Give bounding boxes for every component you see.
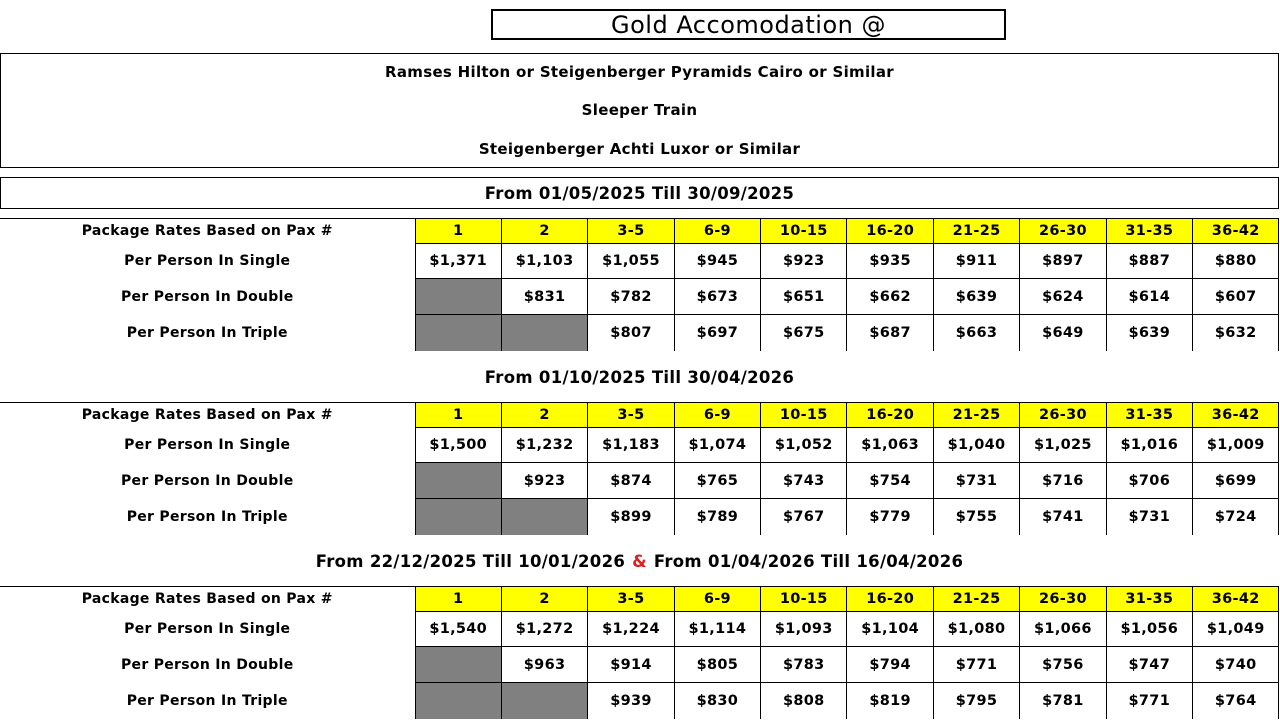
rate-cell: $1,114	[674, 612, 760, 647]
row-label-triple: Per Person In Triple	[126, 692, 288, 709]
rate-cell: $741	[1020, 499, 1106, 535]
unavailable-cell	[501, 499, 587, 535]
pax-group-header: 26-30	[1020, 219, 1106, 244]
rate-cell: $756	[1020, 647, 1106, 683]
rate-row-triple	[0, 499, 1279, 535]
rate-cell: $754	[847, 463, 933, 499]
rate-row-triple	[0, 683, 1279, 719]
rate-cell: $1,063	[847, 428, 933, 463]
unavailable-cell	[415, 647, 501, 683]
period-1-text: From 01/05/2025 Till 30/09/2025	[484, 183, 795, 203]
rate-cell: $731	[1106, 499, 1192, 535]
rate-cell: $614	[1106, 279, 1192, 315]
hotels-box	[0, 53, 1279, 168]
rate-row-single	[0, 428, 1279, 463]
rate-cell: $649	[1020, 315, 1106, 351]
rate-cell: $779	[847, 499, 933, 535]
pax-group-header: 2	[501, 403, 587, 428]
pax-group-header: 31-35	[1106, 403, 1192, 428]
period-2-text: From 01/10/2025 Till 30/04/2026	[484, 367, 795, 387]
rate-cell: $673	[674, 279, 760, 315]
rate-row-single	[0, 612, 1279, 647]
pax-group-header: 21-25	[933, 587, 1019, 612]
rate-cell: $632	[1193, 315, 1279, 351]
rate-cell: $740	[1193, 647, 1279, 683]
row-label-single: Per Person In Single	[124, 621, 291, 637]
rate-cell: $624	[1020, 279, 1106, 315]
unavailable-cell	[415, 499, 501, 535]
rate-cell: $731	[933, 463, 1019, 499]
rate-cell: $1,093	[761, 612, 847, 647]
rate-cell: $1,055	[588, 244, 674, 279]
rate-cell: $1,080	[933, 612, 1019, 647]
pax-group-header: 36-42	[1193, 403, 1279, 428]
row-label-double: Per Person In Double	[120, 288, 294, 305]
rate-cell: $771	[933, 647, 1019, 683]
rate-cell: $782	[588, 279, 674, 315]
rates-table-3	[0, 586, 1279, 719]
rate-cell: $687	[847, 315, 933, 351]
row-label-triple: Per Person In Triple	[126, 324, 288, 341]
pax-group-header: 21-25	[933, 219, 1019, 244]
rate-cell: $830	[674, 683, 760, 719]
period-3-ampersand: &	[632, 551, 647, 571]
rate-row-single	[0, 244, 1279, 279]
rate-cell: $1,183	[588, 428, 674, 463]
pax-group-header: 26-30	[1020, 403, 1106, 428]
pax-group-header: 1	[415, 587, 501, 612]
rate-cell: $911	[933, 244, 1019, 279]
rate-cell: $781	[1020, 683, 1106, 719]
rate-cell: $783	[761, 647, 847, 683]
rate-cell: $639	[1106, 315, 1192, 351]
header-label: Package Rates Based on Pax #	[0, 403, 415, 428]
rate-cell: $794	[847, 647, 933, 683]
rate-cell: $1,272	[501, 612, 587, 647]
pax-group-header: 1	[415, 219, 501, 244]
rate-cell: $1,052	[761, 428, 847, 463]
rate-cell: $874	[588, 463, 674, 499]
rate-cell: $651	[761, 279, 847, 315]
pax-group-header: 21-25	[933, 403, 1019, 428]
pax-group-header: 2	[501, 219, 587, 244]
rate-cell: $716	[1020, 463, 1106, 499]
pax-group-header: 36-42	[1193, 219, 1279, 244]
rate-cell: $1,540	[415, 612, 501, 647]
rate-cell: $639	[933, 279, 1019, 315]
rate-cell: $767	[761, 499, 847, 535]
rate-row-triple	[0, 315, 1279, 351]
hotel-luxor: Steigenberger Achti Luxor or Similar	[478, 140, 801, 158]
rate-cell: $747	[1106, 647, 1192, 683]
rate-cell: $771	[1106, 683, 1192, 719]
rate-cell: $1,500	[415, 428, 501, 463]
rate-cell: $765	[674, 463, 760, 499]
pax-group-header: 3-5	[588, 403, 674, 428]
rate-cell: $706	[1106, 463, 1192, 499]
rate-cell: $1,074	[674, 428, 760, 463]
pax-group-header: 36-42	[1193, 587, 1279, 612]
rate-cell: $897	[1020, 244, 1106, 279]
rate-cell: $607	[1193, 279, 1279, 315]
rate-cell: $887	[1106, 244, 1192, 279]
rate-cell: $923	[501, 463, 587, 499]
rates-table-1	[0, 218, 1279, 351]
pax-group-header: 6-9	[674, 403, 760, 428]
rate-cell: $1,016	[1106, 428, 1192, 463]
rate-cell: $945	[674, 244, 760, 279]
pax-group-header: 31-35	[1106, 219, 1192, 244]
pax-group-header: 1	[415, 403, 501, 428]
rate-cell: $880	[1193, 244, 1279, 279]
rate-cell: $697	[674, 315, 760, 351]
rate-cell: $1,056	[1106, 612, 1192, 647]
rate-cell: $831	[501, 279, 587, 315]
pax-group-header: 16-20	[847, 219, 933, 244]
rates-table-2	[0, 402, 1279, 535]
rate-cell: $764	[1193, 683, 1279, 719]
rate-cell: $807	[588, 315, 674, 351]
rate-cell: $1,009	[1193, 428, 1279, 463]
pax-group-header: 6-9	[674, 587, 760, 612]
row-label-triple: Per Person In Triple	[126, 508, 288, 525]
unavailable-cell	[501, 683, 587, 719]
rate-cell: $914	[588, 647, 674, 683]
pax-group-header: 3-5	[588, 219, 674, 244]
pax-group-header: 10-15	[761, 403, 847, 428]
rate-cell: $662	[847, 279, 933, 315]
unavailable-cell	[415, 315, 501, 351]
rate-cell: $899	[588, 499, 674, 535]
header-label: Package Rates Based on Pax #	[0, 587, 415, 612]
rate-cell: $963	[501, 647, 587, 683]
rate-row-double	[0, 647, 1279, 683]
unavailable-cell	[415, 279, 501, 315]
rate-cell: $805	[674, 647, 760, 683]
rate-cell: $1,104	[847, 612, 933, 647]
period-3-part2: From 01/04/2026 Till 16/04/2026	[653, 551, 964, 571]
unavailable-cell	[415, 683, 501, 719]
rate-cell: $1,224	[588, 612, 674, 647]
pax-group-header: 2	[501, 587, 587, 612]
pax-group-header: 6-9	[674, 219, 760, 244]
rate-cell: $1,025	[1020, 428, 1106, 463]
rate-row-double	[0, 463, 1279, 499]
rate-cell: $789	[674, 499, 760, 535]
hotel-cairo: Ramses Hilton or Steigenberger Pyramids Cairo or Similar	[385, 63, 894, 81]
pax-group-header: 3-5	[588, 587, 674, 612]
pax-group-header: 16-20	[847, 587, 933, 612]
rate-cell: $1,066	[1020, 612, 1106, 647]
rate-cell: $1,232	[501, 428, 587, 463]
header-label: Package Rates Based on Pax #	[0, 219, 415, 244]
period-3	[0, 545, 1279, 577]
pax-group-header: 31-35	[1106, 587, 1192, 612]
rate-cell: $675	[761, 315, 847, 351]
period-3-part1: From 22/12/2025 Till 10/01/2026	[315, 551, 626, 571]
rate-cell: $808	[761, 683, 847, 719]
rate-cell: $923	[761, 244, 847, 279]
rate-cell: $819	[847, 683, 933, 719]
row-label-single: Per Person In Single	[124, 437, 291, 453]
hotel-train: Sleeper Train	[581, 101, 698, 119]
unavailable-cell	[415, 463, 501, 499]
period-1	[0, 177, 1279, 209]
row-label-double: Per Person In Double	[120, 472, 294, 489]
rate-cell: $1,371	[415, 244, 501, 279]
rate-cell: $699	[1193, 463, 1279, 499]
pax-group-header: 26-30	[1020, 587, 1106, 612]
rate-cell: $755	[933, 499, 1019, 535]
row-label-double: Per Person In Double	[120, 656, 294, 673]
rate-cell: $935	[847, 244, 933, 279]
row-label-single: Per Person In Single	[124, 253, 291, 269]
rate-cell: $795	[933, 683, 1019, 719]
pax-group-header: 10-15	[761, 219, 847, 244]
rate-cell: $743	[761, 463, 847, 499]
rate-cell: $939	[588, 683, 674, 719]
rate-cell: $663	[933, 315, 1019, 351]
page-title: Gold Accomodation @	[491, 9, 1006, 40]
pax-group-header: 10-15	[761, 587, 847, 612]
pax-group-header: 16-20	[847, 403, 933, 428]
period-2	[0, 361, 1279, 393]
rate-cell: $1,049	[1193, 612, 1279, 647]
unavailable-cell	[501, 315, 587, 351]
rate-row-double	[0, 279, 1279, 315]
rate-cell: $1,103	[501, 244, 587, 279]
rate-cell: $724	[1193, 499, 1279, 535]
rate-cell: $1,040	[933, 428, 1019, 463]
